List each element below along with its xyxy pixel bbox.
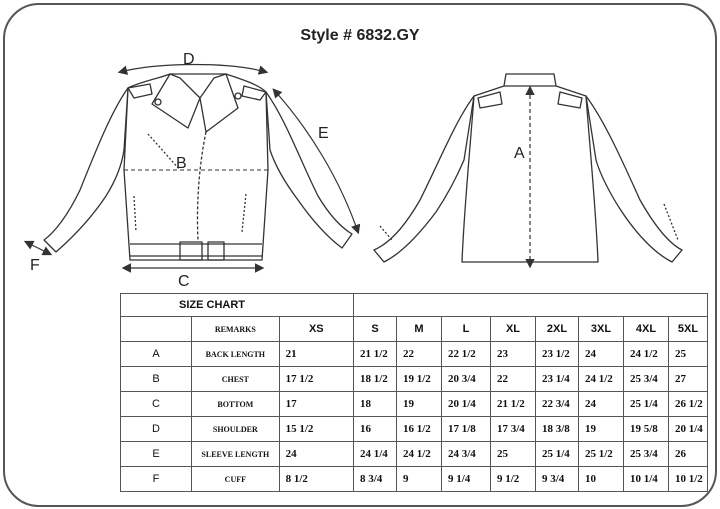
size-header-xs: XS	[279, 317, 353, 342]
table-cell: 25 3/4	[624, 442, 669, 467]
table-cell: 25 3/4	[624, 367, 669, 392]
table-cell: 22 1/2	[442, 342, 491, 367]
caption-blank	[354, 294, 708, 317]
table-cell: 10 1/2	[669, 467, 708, 492]
table-cell: 24	[579, 342, 624, 367]
size-header-5xl: 5XL	[669, 317, 708, 342]
table-cell: 22	[397, 342, 442, 367]
table-cell: 16 1/2	[397, 417, 442, 442]
size-chart-body	[121, 342, 708, 492]
table-row	[121, 417, 708, 442]
table-cell: 23	[491, 342, 536, 367]
table-cell: 24 1/2	[397, 442, 442, 467]
size-chart-caption: SIZE CHART	[121, 294, 354, 317]
row-remark: BACK LENGTH	[192, 342, 280, 367]
table-cell: 24 1/4	[354, 442, 397, 467]
table-cell: 17 1/2	[279, 367, 353, 392]
table-cell: 23 1/4	[536, 367, 579, 392]
row-letter: B	[121, 367, 192, 392]
table-cell: 25	[491, 442, 536, 467]
row-remark: CUFF	[192, 467, 280, 492]
row-remark: CHEST	[192, 367, 280, 392]
table-cell: 24 1/2	[624, 342, 669, 367]
table-cell: 20 3/4	[442, 367, 491, 392]
table-cell: 25	[669, 342, 708, 367]
table-cell: 20 1/4	[442, 392, 491, 417]
table-cell: 9	[397, 467, 442, 492]
table-cell: 16	[354, 417, 397, 442]
table-cell: 22 3/4	[536, 392, 579, 417]
table-cell: 9 1/2	[491, 467, 536, 492]
table-cell: 24 3/4	[442, 442, 491, 467]
row-letter: C	[121, 392, 192, 417]
table-cell: 24	[279, 442, 353, 467]
table-row	[121, 442, 708, 467]
dim-label-f: F	[30, 257, 40, 274]
size-header-s: S	[354, 317, 397, 342]
table-cell: 20 1/4	[669, 417, 708, 442]
table-row	[121, 367, 708, 392]
size-header-2xl: 2XL	[536, 317, 579, 342]
table-cell: 8 3/4	[354, 467, 397, 492]
size-header-4xl: 4XL	[624, 317, 669, 342]
table-cell: 25 1/4	[624, 392, 669, 417]
size-chart-table	[120, 293, 708, 492]
dim-label-d: D	[183, 51, 195, 68]
header-blank-cell	[121, 317, 192, 342]
table-cell: 15 1/2	[279, 417, 353, 442]
table-cell: 17 3/4	[491, 417, 536, 442]
row-letter: A	[121, 342, 192, 367]
style-title: Style # 6832.GY	[300, 27, 420, 44]
table-cell: 24	[579, 392, 624, 417]
table-cell: 17	[279, 392, 353, 417]
table-cell: 25 1/4	[536, 442, 579, 467]
table-cell: 26	[669, 442, 708, 467]
row-remark: SHOULDER	[192, 417, 280, 442]
size-header-3xl: 3XL	[579, 317, 624, 342]
size-header-l: L	[442, 317, 491, 342]
front-jacket-drawing	[44, 74, 352, 260]
table-cell: 9 3/4	[536, 467, 579, 492]
dim-label-c: C	[178, 273, 190, 290]
table-row	[121, 467, 708, 492]
table-row	[121, 342, 708, 367]
table-cell: 21 1/2	[491, 392, 536, 417]
remarks-header: REMARKS	[192, 317, 280, 342]
row-remark: BOTTOM	[192, 392, 280, 417]
size-header-m: M	[397, 317, 442, 342]
table-cell: 10	[579, 467, 624, 492]
table-cell: 25 1/2	[579, 442, 624, 467]
dim-label-b: B	[176, 155, 187, 172]
row-letter: D	[121, 417, 192, 442]
back-jacket-drawing	[374, 74, 682, 262]
dim-label-a: A	[514, 145, 525, 162]
row-letter: F	[121, 467, 192, 492]
row-letter: E	[121, 442, 192, 467]
table-cell: 19	[397, 392, 442, 417]
table-cell: 24 1/2	[579, 367, 624, 392]
table-row	[121, 392, 708, 417]
table-cell: 27	[669, 367, 708, 392]
table-cell: 21 1/2	[354, 342, 397, 367]
size-header-row	[121, 317, 708, 342]
table-cell: 19 1/2	[397, 367, 442, 392]
table-cell: 18	[354, 392, 397, 417]
table-cell: 19	[579, 417, 624, 442]
table-cell: 10 1/4	[624, 467, 669, 492]
table-cell: 21	[279, 342, 353, 367]
size-chart-caption-row	[121, 294, 708, 317]
table-cell: 22	[491, 367, 536, 392]
table-cell: 26 1/2	[669, 392, 708, 417]
table-cell: 9 1/4	[442, 467, 491, 492]
table-cell: 18 1/2	[354, 367, 397, 392]
table-cell: 19 5/8	[624, 417, 669, 442]
size-header-xl: XL	[491, 317, 536, 342]
table-cell: 17 1/8	[442, 417, 491, 442]
table-cell: 18 3/8	[536, 417, 579, 442]
dim-label-e: E	[318, 125, 329, 142]
row-remark: SLEEVE LENGTH	[192, 442, 280, 467]
table-cell: 23 1/2	[536, 342, 579, 367]
table-cell: 8 1/2	[279, 467, 353, 492]
